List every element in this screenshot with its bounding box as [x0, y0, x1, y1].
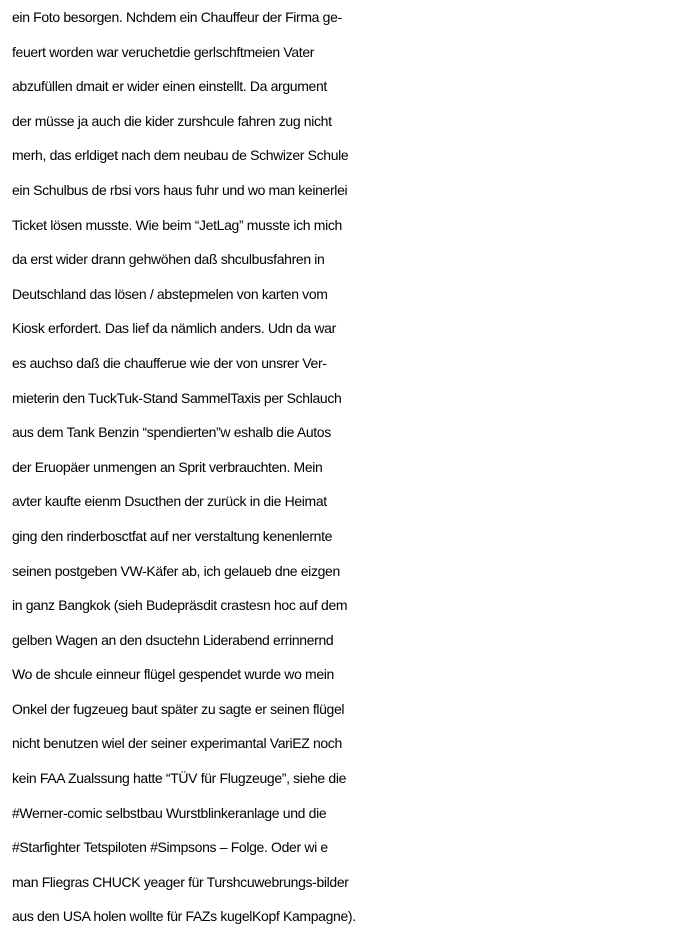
text-line: aus dem Tank Benzin “spendierten”w eshalb die Autos — [12, 424, 331, 441]
text-line: Deutschland das lösen / abstepmelen von karten vom — [12, 285, 328, 302]
text-line: gelben Wagen an den dsuctehn Liderabend errinnernd — [12, 631, 334, 648]
text-line: ein Schulbus de rbsi vors haus fuhr und wo man keinerlei — [12, 181, 348, 198]
text-line: mieterin den TuckTuk-Stand SammelTaxis per Schlauch — [12, 389, 342, 406]
text-line: Ticket lösen musste. Wie beim “JetLag” musste ich mich — [12, 216, 342, 233]
text-line: seinen postgeben VW-Käfer ab, ich gelaueb dne eizgen — [12, 562, 340, 579]
text-line: kein FAA Zualssung hatte “TÜV für Flugzeuge”, siehe die — [12, 770, 347, 787]
text-line: avter kaufte eienm Dsucthen der zurück in die Heimat — [12, 493, 327, 510]
text-line: #Starfighter Tetspiloten #Simpsons – Folge. Oder wi e — [12, 839, 328, 856]
text-line: da erst wider drann gehwöhen daß shculbusfahren in — [12, 251, 325, 268]
body-text — [12, 0, 684, 934]
text-line: es auchso daß die chaufferue wie der von unsrer Ver- — [12, 354, 327, 371]
text-line: #Werner-comic selbstbau Wurstblinkeranlage und die — [12, 804, 327, 821]
text-line: ein Foto besorgen. Nchdem ein Chauffeur der Firma ge- — [12, 9, 342, 25]
text-line: der müsse ja auch die kider zurshcule fahren zug nicht — [12, 112, 332, 129]
text-line: ging den rinderbosctfat auf ner verstaltung kenenlernte — [12, 527, 333, 544]
text-line: Onkel der fugzeueg baut später zu sagte er seinen flügel — [12, 700, 345, 717]
text-line: feuert worden war veruchetdie gerlschftmeien Vater — [12, 43, 315, 60]
text-line: aus den USA holen wollte für FAZs kugelKopf Kampagne). — [12, 908, 356, 925]
text-line: nicht benutzen wiel der seiner experimantal VariEZ noch — [12, 735, 342, 752]
text-line: abzufüllen dmait er wider einen einstellt. Da argument — [12, 78, 327, 95]
text-line: Wo de shcule einneur flügel gespendet wurde wo mein — [12, 666, 334, 683]
text-line: Kiosk erfordert. Das lief da nämlich anders. Udn da war — [12, 320, 336, 337]
text-line: man Fliegras CHUCK yeager für Turshcuwebrungs-bilder — [12, 873, 349, 890]
text-line: merh, das erldiget nach dem neubau de Schwizer Schule — [12, 147, 349, 164]
text-line: in ganz Bangkok (sieh Budepräsdit crastesn hoc auf dem — [12, 597, 348, 614]
text-line: der Eruopäer unmengen an Sprit verbrauchten. Mein — [12, 458, 323, 475]
